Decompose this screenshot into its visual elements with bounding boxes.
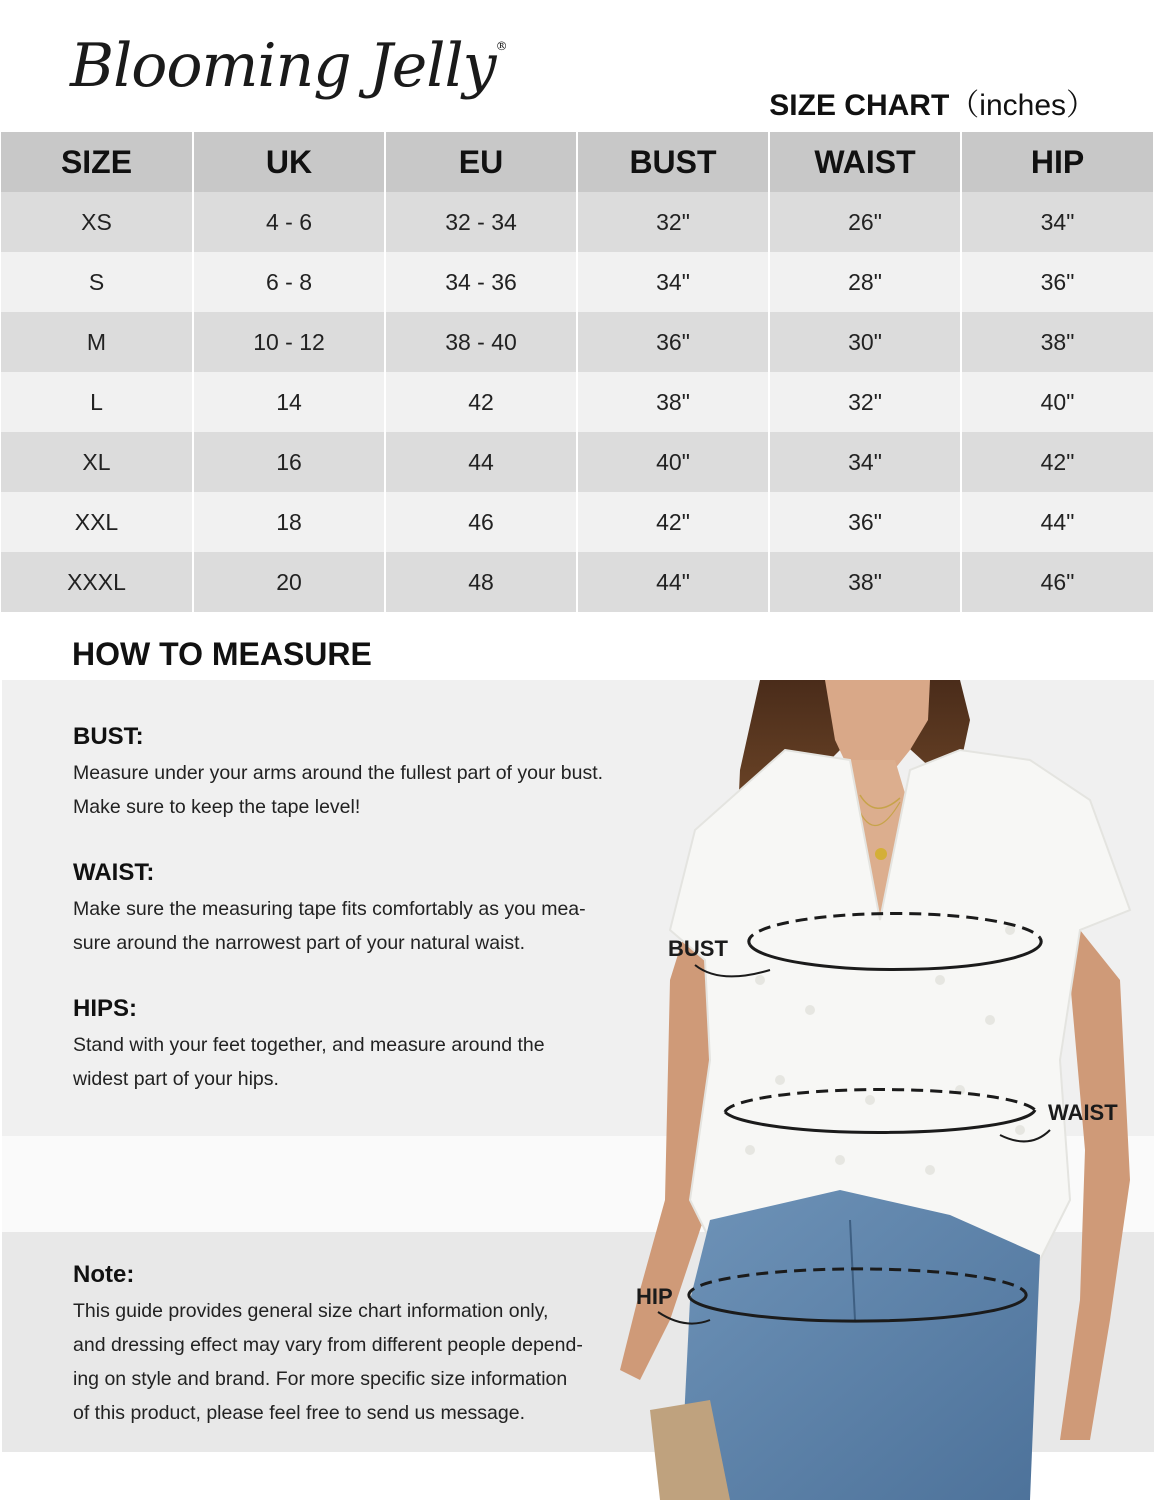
column-header-size: SIZE [1,132,193,192]
table-cell: 36" [577,312,769,372]
table-cell: 28" [769,252,961,312]
table-cell: XXXL [1,552,193,612]
table-row [1,312,1153,372]
table-cell: 14 [193,372,385,432]
bust-text-line2: Make sure to keep the tape level! [73,796,361,818]
table-cell: 42" [577,492,769,552]
bust-label: BUST [668,936,728,961]
table-cell: 44" [577,552,769,612]
table-row [1,192,1153,252]
table-cell: S [1,252,193,312]
column-header-waist: WAIST [769,132,961,192]
table-cell: 36" [769,492,961,552]
table-cell: 16 [193,432,385,492]
column-header-eu: EU [385,132,577,192]
table-cell: 46 [385,492,577,552]
table-header-row [1,132,1153,192]
table-cell: 34 - 36 [385,252,577,312]
hips-text-line2: widest part of your hips. [73,1068,279,1090]
waist-heading: WAIST: [73,859,155,886]
table-cell: XS [1,192,193,252]
note-section [73,1260,653,1430]
how-to-measure-title: HOW TO MEASURE [72,636,372,672]
table-cell: 40" [577,432,769,492]
table-cell: 32 - 34 [385,192,577,252]
table-row [1,492,1153,552]
table-cell: 26" [769,192,961,252]
table-cell: 44" [961,492,1153,552]
table-cell: 48 [385,552,577,612]
table-cell: 34" [769,432,961,492]
table-cell: 4 - 6 [193,192,385,252]
size-chart-unit: （inches） [949,89,1096,122]
table-row [1,552,1153,612]
hips-text-line1: Stand with your feet together, and measure around the [73,1034,545,1056]
column-header-uk: UK [193,132,385,192]
table-cell: 40" [961,372,1153,432]
waist-instructions [73,858,653,960]
table-cell: 46" [961,552,1153,612]
note-text-line2: and dressing effect may vary from different people depend- [73,1334,583,1356]
size-chart-title [769,88,1096,124]
table-row [1,252,1153,312]
table-cell: 38" [577,372,769,432]
table-cell: 6 - 8 [193,252,385,312]
table-cell: 38 - 40 [385,312,577,372]
table-row [1,432,1153,492]
table-cell: XL [1,432,193,492]
right-arm [1060,930,1130,1440]
logo-text: Blooming Jelly [70,31,496,101]
waist-text-line2: sure around the narrowest part of your natural waist. [73,932,525,954]
note-text-line1: This guide provides general size chart information only, [73,1300,549,1322]
note-heading: Note: [73,1261,135,1288]
table-cell: L [1,372,193,432]
note-text-line4: of this product, please feel free to send us message. [73,1402,526,1424]
table-cell: 10 - 12 [193,312,385,372]
jeans [680,1190,1040,1500]
registered-mark: ® [495,39,507,53]
column-header-hip: HIP [961,132,1153,192]
model-photo [610,680,1154,1500]
bust-instructions [73,722,653,824]
size-table [1,132,1153,612]
hips-instructions [73,994,653,1096]
table-cell: 42" [961,432,1153,492]
table-cell: 34" [577,252,769,312]
bust-text-line1: Measure under your arms around the fullest part of your bust. [73,762,604,784]
table-cell: XXL [1,492,193,552]
table-cell: 36" [961,252,1153,312]
waist-label: WAIST [1048,1100,1118,1125]
table-cell: 32" [577,192,769,252]
table-cell: M [1,312,193,372]
table-row [1,372,1153,432]
size-chart-heading: SIZE CHART [769,89,950,122]
table-cell: 34" [961,192,1153,252]
bust-heading: BUST: [73,723,144,750]
waist-text-line1: Make sure the measuring tape fits comfortably as you mea- [73,898,586,920]
table-cell: 18 [193,492,385,552]
column-header-bust: BUST [577,132,769,192]
hip-label: HIP [636,1284,673,1309]
table-cell: 30" [769,312,961,372]
table-cell: 42 [385,372,577,432]
table-cell: 38" [961,312,1153,372]
table-cell: 38" [769,552,961,612]
table-cell: 20 [193,552,385,612]
table-cell: 32" [769,372,961,432]
blouse [670,750,1130,1260]
note-text-line3: ing on style and brand. For more specific size information [73,1368,568,1390]
brand-logo [70,26,507,106]
table-cell: 44 [385,432,577,492]
hips-heading: HIPS: [73,995,138,1022]
